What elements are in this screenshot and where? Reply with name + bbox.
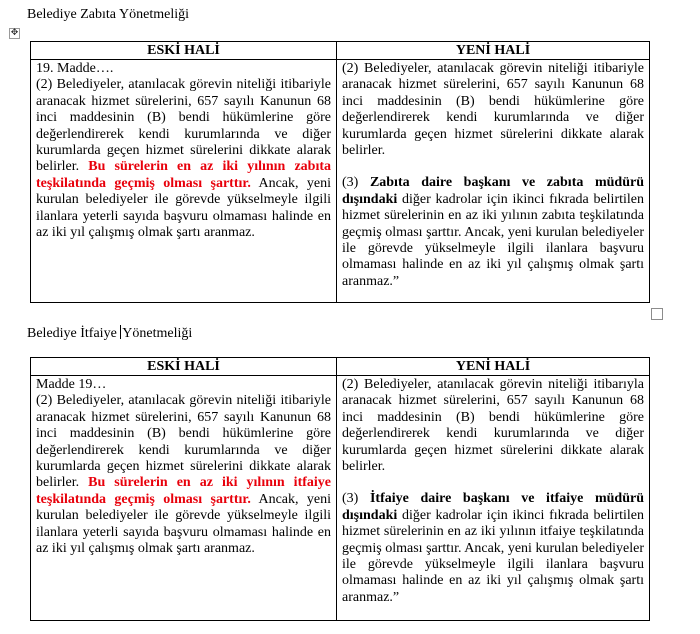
new-version-cell[interactable]: [337, 376, 650, 621]
new-paragraph-2: (2) Belediyeler, atanılacak görevin niteliği itibariyle aranacak hizmet sürelerini, 657 sayılı Kanunun 68 inci maddesinin (B) bendi hükümlerine göre değerlendirerek kendi kurumlarında ve diğer kurumlarda geçen hizmet sürelerini dikkate alarak belirler.: [342, 61, 644, 159]
old-version-cell[interactable]: [31, 60, 337, 303]
section2-heading: Belediye İtfaiye Yönetmeliği: [27, 326, 193, 341]
article-number: 19. Madde….: [36, 61, 114, 76]
old-paragraph-2: (2) Belediyeler, atanılacak görevin niteliği itibariyle aranacak hizmet sürelerini, 657 sayılı Kanunun 68 inci maddesinin (B) bendi hükümlerine göre değerlendirerek kendi kurumlarında ve diğer kurumlarda geçen hizmet sürelerini dikkate alarak belirler. Bu sürelerin en az iki yılının itfaiye teşkilatında geçmiş olması şarttır. Ancak, yeni kurulan belediyeler ile görevde yükselmeyle ilgili ilanlara yeterli sayıda başvuru olmaması halinde en az iki yıl çalışmış olmak şartı aranmaz.: [36, 393, 331, 557]
article-number: Madde 19…: [36, 377, 107, 392]
section1-heading: Belediye Zabıta Yönetmeliği: [27, 7, 189, 22]
new-paragraph-3: (3) İtfaiye daire başkanı ve itfaiye müdürü dışındaki diğer kadrolar için ikinci fıkrada belirtilen hizmet sürelerinin en az iki yılının itfaiye teşkilatında geçmiş olması şarttır. Ancak, yeni kurulan belediyeler ile görevde yükselmeyle ilgili ilanlara başvuru olmaması halinde en az iki yıl çalışmış olmak şartı aranmaz.”: [342, 491, 645, 605]
new-version-cell[interactable]: [337, 60, 650, 303]
move-arrows-icon[interactable]: ✥: [10, 28, 19, 38]
highlighted-requirement: Bu sürelerin en az iki yılının itfaiye teşkilatında geçmiş olması şarttır.: [36, 475, 331, 507]
new-paragraph-3: (3) Zabıta daire başkanı ve zabıta müdürü dışındaki diğer kadrolar için ikinci fıkrada belirtilen hizmet sürelerinin en az iki yılının zabıta teşkilatında geçmiş olması şarttır. Ancak, yeni kurulan belediyeler ile görevde yükselmeyle ilgili ilanlara başvuru olmaması halinde en az iki yıl çalışmış olmak şartı aranmaz.”: [342, 175, 644, 289]
new-version-header: YENİ HALİ: [337, 42, 650, 60]
old-version-header: ESKİ HALİ: [31, 358, 337, 376]
itfaiye-comparison-table: [30, 357, 650, 621]
resize-square-icon[interactable]: [651, 308, 663, 320]
new-version-header: YENİ HALİ: [337, 358, 650, 376]
bold-exception: İtfaiye daire başkanı ve itfaiye müdürü dışındaki: [342, 491, 645, 523]
old-version-header: ESKİ HALİ: [31, 42, 337, 60]
bold-exception: Zabıta daire başkanı ve zabıta müdürü dışındaki: [342, 175, 644, 207]
old-version-cell[interactable]: [31, 376, 337, 621]
highlighted-requirement: Bu sürelerin en az iki yılının zabıta teşkilatında geçmiş olması şarttır.: [36, 159, 331, 191]
new-paragraph-2: (2) Belediyeler, atanılacak görevin niteliği itibarıyla aranacak hizmet sürelerini, 657 sayılı Kanunun 68 inci maddesinin (B) bendi hükümlerine göre değerlendirerek kendi kurumlarında ve diğer kurumlarda geçen hizmet sürelerini dikkate alarak belirler.: [342, 377, 644, 475]
old-paragraph-2: (2) Belediyeler, atanılacak görevin niteliği itibariyle aranacak hizmet sürelerini, 657 sayılı Kanunun 68 inci maddesinin (B) bendi hükümlerine göre değerlendirerek kendi kurumlarında ve diğer kurumlarda geçen hizmet sürelerini dikkate alarak belirler. Bu sürelerin en az iki yılının zabıta teşkilatında geçmiş olması şarttır. Ancak, yeni kurulan belediyeler ile görevde yükselmeyle ilgili ilanlara yeterli sayıda başvuru olmaması halinde en az iki yıl çalışmış olmak şartı aranmaz.: [36, 77, 331, 241]
zabita-comparison-table: [30, 41, 650, 303]
